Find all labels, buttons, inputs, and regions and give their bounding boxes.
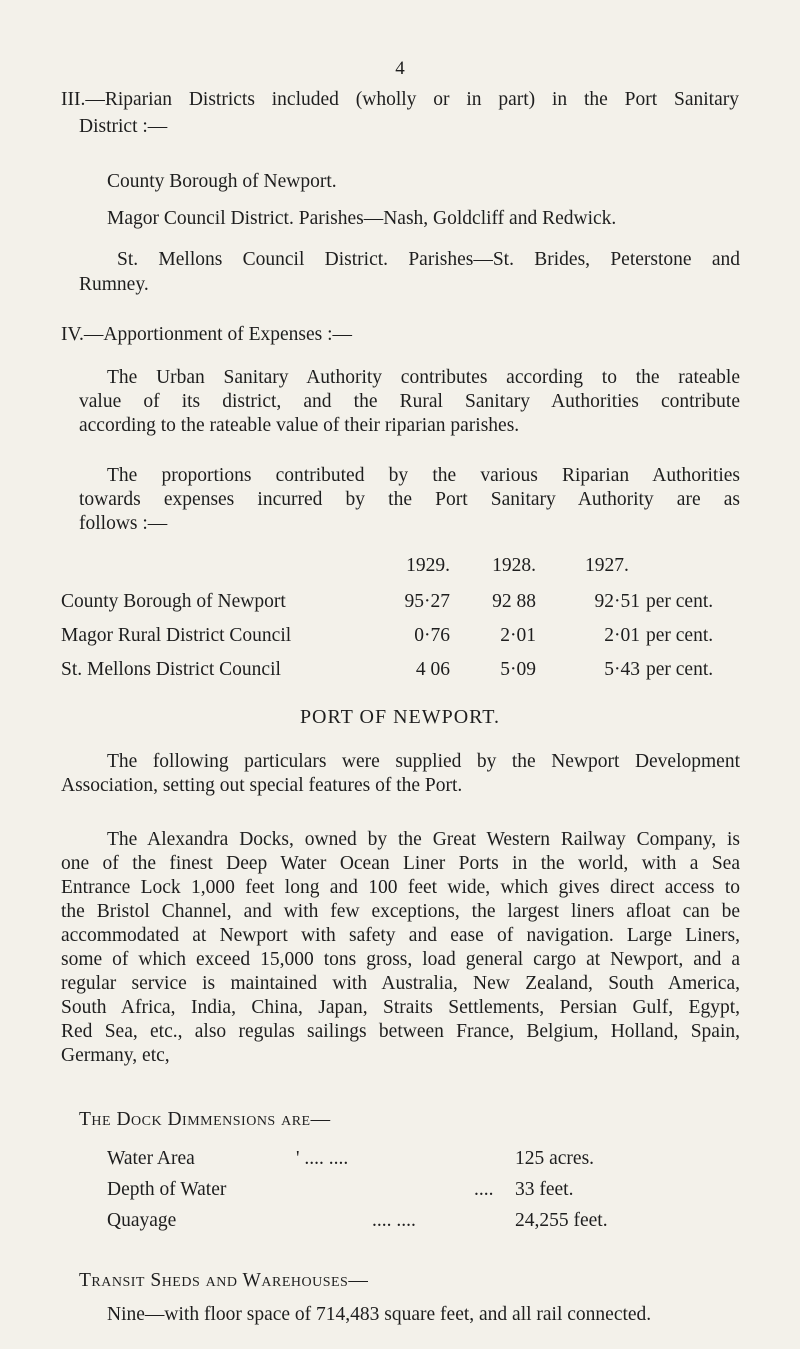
docks-line: the Bristol Channel, and with few exceptions, the largest liners afloat can be <box>61 901 740 922</box>
leader-dots: ' .... .... <box>296 1148 349 1169</box>
unit-label: per cent. <box>646 659 714 680</box>
docks-line: Red Sea, etc., also regulas sailings between France, Belgium, Holland, Spain, <box>61 1021 740 1042</box>
leader-dots: .... .... <box>372 1210 416 1231</box>
docks-line: regular service is maintained with Australia, New Zealand, South America, <box>61 973 740 994</box>
riparian-item-st-mellons-line1: St. Mellons Council District. Parishes—St. Brides, Peterstone and <box>117 249 740 270</box>
value-1927: 5·43 <box>604 659 640 680</box>
section-iii-heading-line2: District :— <box>79 116 168 137</box>
section-iv-heading: IV.—Apportionment of Expenses :— <box>61 324 353 345</box>
transit-sheds-heading: Transit Sheds and Warehouses— <box>79 1270 369 1291</box>
dimension-label: Depth of Water <box>107 1179 227 1200</box>
docks-line: South Africa, India, China, Japan, Straits Settlements, Persian Gulf, Egypt, <box>61 997 740 1018</box>
transit-sheds-text: Nine—with floor space of 714,483 square feet, and all rail connected. <box>107 1304 652 1325</box>
apportionment-para2-line2: towards expenses incurred by the Port Sanitary Authority are as <box>79 489 740 510</box>
value-1928: 92 88 <box>492 591 536 612</box>
intro-line1: The following particulars were supplied by the Newport Development <box>107 751 740 772</box>
riparian-item-magor: Magor Council District. Parishes—Nash, Goldcliff and Redwick. <box>107 208 617 229</box>
docks-line: accommodated at Newport with safety and ease of navigation. Large Liners, <box>61 925 740 946</box>
riparian-item-st-mellons-line2: Rumney. <box>79 274 149 295</box>
docks-line: one of the finest Deep Water Ocean Liner Ports in the world, with a Sea <box>61 853 740 874</box>
year-1928-header: 1928. <box>492 555 536 576</box>
docks-line: Germany, etc, <box>61 1045 170 1066</box>
unit-label: per cent. <box>646 625 714 646</box>
value-1927: 92·51 <box>594 591 640 612</box>
dimension-value: 33 feet. <box>515 1179 574 1200</box>
value-1929: 4 06 <box>415 659 450 680</box>
section-iii-heading-line1: III.—Riparian Districts included (wholly or in part) in the Port Sanitary <box>61 89 739 110</box>
year-1929-header: 1929. <box>406 555 450 576</box>
docks-line: some of which exceed 15,000 tons gross, load general cargo at Newport, and a <box>61 949 740 970</box>
docks-line: The Alexandra Docks, owned by the Great Western Railway Company, is <box>107 829 740 850</box>
value-1929: 95·27 <box>404 591 450 612</box>
leader-dots: .... <box>474 1179 494 1200</box>
apportionment-para1-line3: according to the rateable value of their riparian parishes. <box>79 415 520 436</box>
authority-name: Magor Rural District Council <box>61 625 292 646</box>
dimension-label: Water Area <box>107 1148 195 1169</box>
authority-name: County Borough of Newport <box>61 591 286 612</box>
value-1929: 0·76 <box>414 625 450 646</box>
authority-name: St. Mellons District Council <box>61 659 281 680</box>
apportionment-para1-line1: The Urban Sanitary Authority contributes according to the rateable <box>107 367 740 388</box>
page-number: 4 <box>395 58 405 79</box>
dimension-value: 24,255 feet. <box>515 1210 608 1231</box>
dimension-value: 125 acres. <box>515 1148 595 1169</box>
intro-line2: Association, setting out special features of the Port. <box>61 775 463 796</box>
port-of-newport-title: PORT OF NEWPORT. <box>299 706 501 728</box>
value-1928: 2·01 <box>500 625 536 646</box>
year-1927-header: 1927. <box>585 555 629 576</box>
docks-line: Entrance Lock 1,000 feet long and 100 feet wide, which gives direct access to <box>61 877 740 898</box>
dock-dimensions-heading: The Dock Dimmensions are— <box>79 1109 331 1130</box>
apportionment-para2-line3: follows :— <box>79 513 168 534</box>
value-1927: 2·01 <box>604 625 640 646</box>
value-1928: 5·09 <box>500 659 536 680</box>
apportionment-para2-line1: The proportions contributed by the various Riparian Authorities <box>107 465 740 486</box>
riparian-item-newport: County Borough of Newport. <box>107 171 337 192</box>
dimension-label: Quayage <box>107 1210 177 1231</box>
unit-label: per cent. <box>646 591 714 612</box>
apportionment-para1-line2: value of its district, and the Rural Sanitary Authorities contribute <box>79 391 740 412</box>
